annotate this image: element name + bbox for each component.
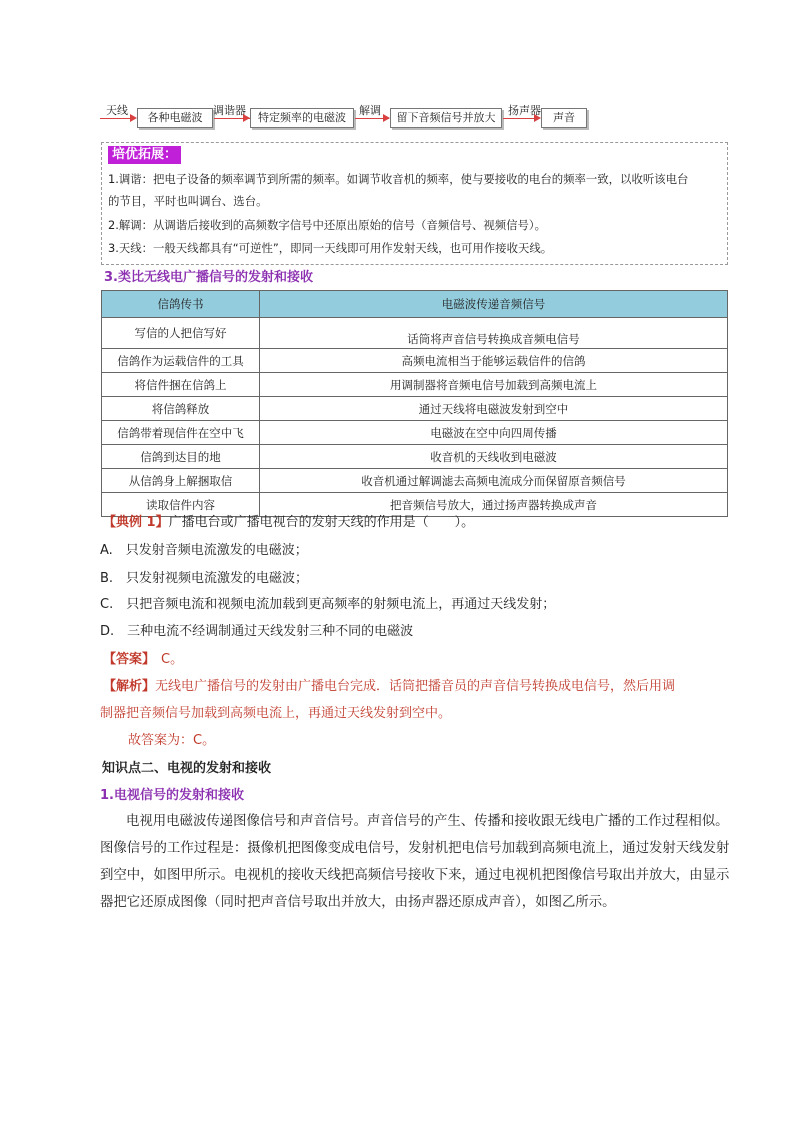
table-cell: 从信鸽身上解捆取信 <box>102 469 260 493</box>
table-row <box>102 373 728 397</box>
table-row <box>102 397 728 421</box>
table-cell: 信鸽作为运载信件的工具 <box>102 349 260 373</box>
arrow-head-icon <box>534 114 541 122</box>
conclusion: 故答案为：C。 <box>128 733 216 748</box>
table-row <box>102 445 728 469</box>
flow-arrow <box>100 118 130 119</box>
extension-title: 培优拓展： <box>108 146 181 164</box>
table-header-cell: 信鸽传书 <box>102 291 260 318</box>
comparison-table <box>101 290 728 517</box>
arrow-head-icon <box>383 114 390 122</box>
table-cell: 信鸽带着现信件在空中飞 <box>102 421 260 445</box>
answer-value: C。 <box>161 652 184 667</box>
flow-label-demodulate: 解调 <box>359 104 381 117</box>
extension-box <box>101 142 728 265</box>
table-cell: 信鸽到达目的地 <box>102 445 260 469</box>
option-c: C. 只把音频电流和视频电流加载到更高频率的射频电流上，再通过天线发射； <box>100 597 556 612</box>
table-header-row <box>102 291 728 318</box>
table-row <box>102 318 728 349</box>
table-header-cell: 电磁波传递音频信号 <box>260 291 728 318</box>
extension-line: 3.天线：一般天线都具有“可逆性”，即同一天线即可用作发射天线，也可用作接收天线。 <box>108 241 553 255</box>
analysis-line <box>103 678 675 696</box>
signal-flow-diagram <box>100 100 600 130</box>
example-question <box>103 514 474 532</box>
option-a: A. 只发射音频电流激发的电磁波； <box>100 543 308 558</box>
table-row <box>102 421 728 445</box>
extension-line: 2.解调：从调谐后接收到的高频数字信号中还原出原始的信号（音频信号、视频信号）。 <box>108 218 547 232</box>
answer-tag: 【答案】 <box>103 652 156 667</box>
table-cell: 用调制器将音频电信号加载到高频电流上 <box>260 373 728 397</box>
table-row <box>102 493 728 517</box>
flow-box-audio-amplify: 留下音频信号并放大 <box>390 108 502 128</box>
analysis-tag: 【解析】 <box>103 679 156 694</box>
table-cell: 写信的人把信写好 <box>102 318 260 349</box>
body-paragraph: 电视用电磁波传递图像信号和声音信号。声音信号的产生、传播和接收跟无线电广播的工作过程相似。图像信号的工作过程是：摄像机把图像变成电信号，发射机把电信号加载到高频电流上，通过发射天线发射到空中，如图甲所示。电视机的接收天线把高频信号接收下来，通过电视机把图像信号取出并放大，由显示器把它还原成图像（同时把声音信号取出并放大，由扬声器还原成声音），如图乙所示。 <box>100 814 730 910</box>
analysis-text: 无线电广播信号的发射由广播电台完成．话筒把播音员的声音信号转换成电信号，然后用调 <box>155 679 676 694</box>
option-d: D. 三种电流不经调制通过天线发射三种不同的电磁波 <box>100 624 414 639</box>
table-cell: 电磁波在空中向四周传播 <box>260 421 728 445</box>
arrow-head-icon <box>130 114 137 122</box>
extension-line: 的节目，平时也叫调台、选台。 <box>108 194 268 208</box>
table-cell: 高频电流相当于能够运载信件的信鸽 <box>260 349 728 373</box>
table-cell: 话筒将声音信号转换成音频电信号 <box>260 318 728 349</box>
example-tag: 【典例 1】 <box>103 515 169 530</box>
table-cell: 将信件捆在信鸽上 <box>102 373 260 397</box>
knowledge-point-heading: 知识点二、电视的发射和接收 <box>102 761 272 776</box>
flow-box-specific-frequency: 特定频率的电磁波 <box>250 108 354 128</box>
analysis-continuation: 制器把音频信号加载到高频电流上，再通过天线发射到空中。 <box>100 706 452 721</box>
flow-label-tuner: 调谐器 <box>213 104 246 117</box>
flow-label-antenna: 天线 <box>106 104 128 117</box>
section-heading: 3.类比无线电广播信号的发射和接收 <box>104 270 313 285</box>
arrow-head-icon <box>243 114 250 122</box>
table-cell: 读取信件内容 <box>102 493 260 517</box>
flow-box-sound: 声音 <box>541 108 587 128</box>
table-row <box>102 349 728 373</box>
option-b: B. 只发射视频电流激发的电磁波； <box>100 571 309 586</box>
table-cell: 收音机的天线收到电磁波 <box>260 445 728 469</box>
flow-box-all-waves: 各种电磁波 <box>137 108 213 128</box>
flow-label-speaker: 扬声器 <box>508 104 541 117</box>
answer-line <box>103 651 183 669</box>
table-row <box>102 469 728 493</box>
table-cell: 收音机通过解调滤去高频电流成分而保留原音频信号 <box>260 469 728 493</box>
table-cell: 把音频信号放大，通过扬声器转换成声音 <box>260 493 728 517</box>
question-text: 广播电台或广播电视台的发射天线的作用是（ ）。 <box>168 515 475 530</box>
table-cell: 将信鸽释放 <box>102 397 260 421</box>
subheading: 1.电视信号的发射和接收 <box>100 788 244 803</box>
table-cell: 通过天线将电磁波发射到空中 <box>260 397 728 421</box>
extension-line: 1.调谐：把电子设备的频率调节到所需的频率。如调节收音机的频率，使与要接收的电台的频率一致，以收听该电台 <box>108 172 689 186</box>
